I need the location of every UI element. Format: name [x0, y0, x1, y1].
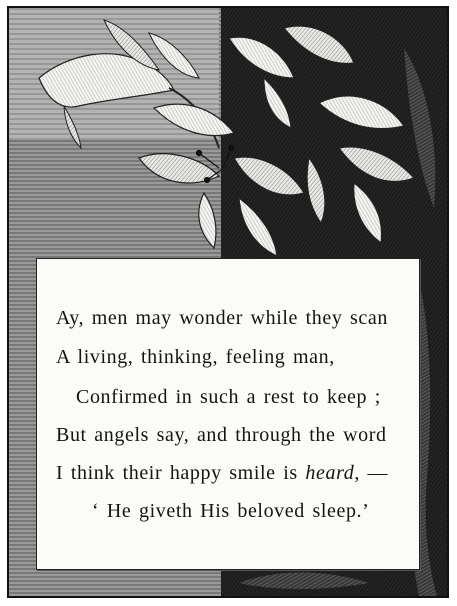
poem-emphasis-word: heard: [305, 462, 355, 484]
poem-line-4: But angels say, and through the word: [56, 424, 387, 446]
poem-line-5: [56, 462, 388, 485]
poem-line-5-tail: , —: [354, 462, 389, 484]
poem-line-6: ‘ He giveth His beloved sleep.’: [92, 500, 370, 522]
verse-card: [36, 258, 420, 570]
engraving-frame: [7, 6, 449, 598]
poem-line-3: Confirmed in such a rest to keep ;: [76, 386, 381, 408]
poem-line-5-text: I think their happy smile is: [56, 462, 298, 484]
poem-line-1: Ay, men may wonder while they scan: [56, 307, 388, 329]
poem-line-2: A living, thinking, feeling man,: [56, 346, 335, 368]
